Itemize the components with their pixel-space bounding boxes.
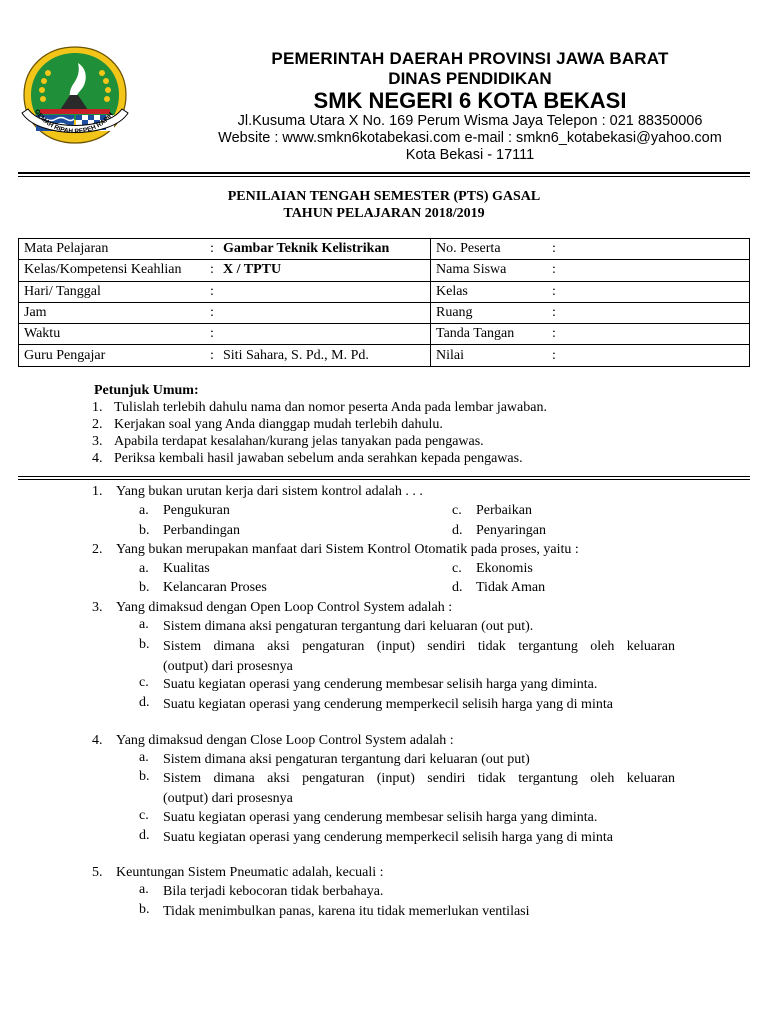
- info-row: [19, 324, 750, 345]
- instruction-text: Apabila terdapat kesalahan/kurang jelas tanyakan pada pengawas.: [114, 434, 484, 449]
- option-letter: c.: [452, 503, 462, 518]
- option-letter: a.: [139, 750, 149, 765]
- instruction-item: [92, 451, 523, 467]
- header-address: Jl.Kusuma Utara X No. 169 Perum Wisma Jaya Telepon : 021 88350006: [237, 113, 703, 129]
- info-colon: :: [210, 239, 218, 260]
- header-website: Website : www.smkn6kotabekasi.com e-mail : smkn6_kotabekasi@yahoo.com: [218, 130, 722, 146]
- answer-option: [452, 561, 533, 577]
- question-number: 3.: [92, 600, 103, 615]
- info-row: [19, 260, 750, 281]
- info-value: [218, 302, 431, 323]
- answer-option: [139, 675, 675, 695]
- option-text: Kelancaran Proses: [163, 580, 267, 595]
- answer-option: [139, 695, 675, 715]
- instruction-number: 1.: [92, 400, 103, 415]
- info-label: Hari/ Tanggal: [19, 281, 211, 302]
- option-letter: a.: [139, 617, 149, 632]
- option-text: Kualitas: [163, 561, 210, 576]
- info-colon-right: :: [547, 302, 750, 323]
- question-number: 1.: [92, 484, 103, 499]
- info-row: [19, 239, 750, 260]
- instruction-item: [92, 400, 547, 416]
- info-colon: :: [210, 302, 218, 323]
- question-text: Yang dimaksud dengan Open Loop Control System adalah :: [116, 600, 453, 615]
- option-text: Tidak Aman: [476, 580, 546, 595]
- option-text: Bila terjadi kebocoran tidak berbahaya.: [163, 884, 384, 899]
- answer-option: [452, 580, 545, 596]
- instruction-item: [92, 417, 443, 433]
- option-text: Suatu kegiatan operasi yang cenderung membesar selisih harga yang diminta.: [163, 677, 598, 692]
- option-letter: d.: [452, 580, 463, 595]
- option-text: Penyaringan: [476, 523, 546, 538]
- logo-motto: GEMAH RIPAH REPEH RAPIH: [32, 108, 115, 136]
- info-label: Waktu: [19, 324, 211, 345]
- option-letter: b.: [139, 523, 150, 538]
- info-row: [19, 302, 750, 323]
- instruction-text: Periksa kembali hasil jawaban sebelum anda serahkan kepada pengawas.: [114, 451, 523, 466]
- option-text-cont: (output) dari prosesnya: [163, 791, 293, 806]
- header-divider-thin: [18, 176, 750, 177]
- answer-option: [139, 828, 675, 848]
- province-logo: [18, 43, 132, 147]
- info-label-right: Tanda Tangan: [431, 324, 548, 345]
- exam-title: PENILAIAN TENGAH SEMESTER (PTS) GASAL: [227, 189, 541, 204]
- info-colon: :: [210, 260, 218, 281]
- option-text: Perbandingan: [163, 523, 240, 538]
- question-stem: [92, 733, 454, 749]
- info-colon-right: :: [547, 324, 750, 345]
- option-letter: b.: [139, 637, 150, 652]
- instructions-divider-top: [18, 476, 750, 477]
- header-government: PEMERINTAH DAERAH PROVINSI JAWA BARAT: [271, 49, 669, 68]
- info-label: Mata Pelajaran: [19, 239, 211, 260]
- option-text: Pengukuran: [163, 503, 230, 518]
- info-row: [19, 281, 750, 302]
- info-label-right: Ruang: [431, 302, 548, 323]
- info-label-right: Nilai: [431, 345, 548, 366]
- question-number: 5.: [92, 865, 103, 880]
- question-number: 2.: [92, 542, 103, 557]
- option-letter: b.: [139, 902, 150, 917]
- option-text: Suatu kegiatan operasi yang cenderung memperkecil selisih harga yang di minta: [163, 697, 613, 712]
- option-text: Sistem dimana aksi pengaturan (input) sendiri tidak tergantung oleh keluaran: [163, 639, 675, 654]
- option-text: Suatu kegiatan operasi yang cenderung memperkecil selisih harga yang di minta: [163, 830, 613, 845]
- info-value: Siti Sahara, S. Pd., M. Pd.: [218, 345, 431, 366]
- option-text: Perbaikan: [476, 503, 532, 518]
- option-letter: c.: [139, 675, 149, 690]
- answer-option: [452, 503, 532, 519]
- answer-option: [139, 637, 675, 677]
- info-label: Jam: [19, 302, 211, 323]
- info-label: Kelas/Kompetensi Keahlian: [19, 260, 211, 281]
- answer-option: [139, 580, 267, 596]
- question-stem: [92, 600, 452, 616]
- instructions-title: Petunjuk Umum:: [94, 383, 199, 398]
- answer-option: [139, 523, 240, 539]
- option-letter: a.: [139, 561, 149, 576]
- option-letter: d.: [139, 695, 150, 710]
- info-colon-right: :: [547, 281, 750, 302]
- option-letter: d.: [139, 828, 150, 843]
- info-value: Gambar Teknik Kelistrikan: [218, 239, 431, 260]
- instruction-text: Tulislah terlebih dahulu nama dan nomor peserta Anda pada lembar jawaban.: [114, 400, 547, 415]
- option-text: Tidak menimbulkan panas, karena itu tidak memerlukan ventilasi: [163, 904, 530, 919]
- info-colon: :: [210, 281, 218, 302]
- info-value: [218, 281, 431, 302]
- option-letter: c.: [139, 808, 149, 823]
- option-letter: b.: [139, 580, 150, 595]
- option-text-cont: (output) dari prosesnya: [163, 659, 293, 674]
- info-value: X / TPTU: [218, 260, 431, 281]
- option-letter: c.: [452, 561, 462, 576]
- option-text: Ekonomis: [476, 561, 533, 576]
- option-text: Sistem dimana aksi pengaturan tergantung dari keluaran (out put).: [163, 619, 534, 634]
- option-letter: a.: [139, 882, 149, 897]
- answer-option: [139, 902, 675, 922]
- answer-option: [139, 882, 675, 902]
- option-text: Sistem dimana aksi pengaturan tergantung dari keluaran (out put): [163, 752, 530, 767]
- info-label-right: Nama Siswa: [431, 260, 548, 281]
- info-label-right: Kelas: [431, 281, 548, 302]
- instruction-number: 4.: [92, 451, 103, 466]
- question-text: Keuntungan Sistem Pneumatic adalah, kecuali :: [116, 865, 384, 880]
- info-colon: :: [210, 324, 218, 345]
- info-value: [218, 324, 431, 345]
- header-department: DINAS PENDIDIKAN: [388, 69, 552, 88]
- header-divider-thick: [18, 172, 750, 174]
- question-text: Yang bukan merupakan manfaat dari Sistem Kontrol Otomatik pada proses, yaitu :: [116, 542, 579, 557]
- info-row: [19, 345, 750, 366]
- instruction-item: [92, 434, 484, 450]
- info-colon: :: [210, 345, 218, 366]
- answer-option: [139, 750, 675, 770]
- exam-year: TAHUN PELAJARAN 2018/2019: [283, 206, 485, 221]
- exam-info-table: [18, 238, 750, 367]
- question-stem: [92, 484, 423, 500]
- instruction-number: 3.: [92, 434, 103, 449]
- answer-option: [452, 523, 546, 539]
- option-text: Suatu kegiatan operasi yang cenderung membesar selisih harga yang diminta.: [163, 810, 598, 825]
- question-number: 4.: [92, 733, 103, 748]
- question-stem: [92, 542, 579, 558]
- question-text: Yang dimaksud dengan Close Loop Control System adalah :: [116, 733, 454, 748]
- info-label: Guru Pengajar: [19, 345, 211, 366]
- answer-option: [139, 617, 675, 637]
- instruction-text: Kerjakan soal yang Anda dianggap mudah terlebih dahulu.: [114, 417, 443, 432]
- option-letter: d.: [452, 523, 463, 538]
- info-label-right: No. Peserta: [431, 239, 548, 260]
- header-school: SMK NEGERI 6 KOTA BEKASI: [313, 88, 627, 113]
- answer-option: [139, 503, 230, 519]
- question-stem: [92, 865, 383, 881]
- answer-option: [139, 561, 210, 577]
- instructions-divider-bottom: [18, 479, 750, 480]
- info-colon-right: :: [547, 239, 750, 260]
- option-text: Sistem dimana aksi pengaturan (input) sendiri tidak tergantung oleh keluaran: [163, 771, 675, 786]
- info-colon-right: :: [547, 260, 750, 281]
- question-text: Yang bukan urutan kerja dari sistem kontrol adalah . . .: [116, 484, 423, 499]
- answer-option: [139, 769, 675, 809]
- instruction-number: 2.: [92, 417, 103, 432]
- header-city: Kota Bekasi - 17111: [405, 147, 535, 163]
- option-letter: b.: [139, 769, 150, 784]
- option-letter: a.: [139, 503, 149, 518]
- answer-option: [139, 808, 675, 828]
- info-colon-right: :: [547, 345, 750, 366]
